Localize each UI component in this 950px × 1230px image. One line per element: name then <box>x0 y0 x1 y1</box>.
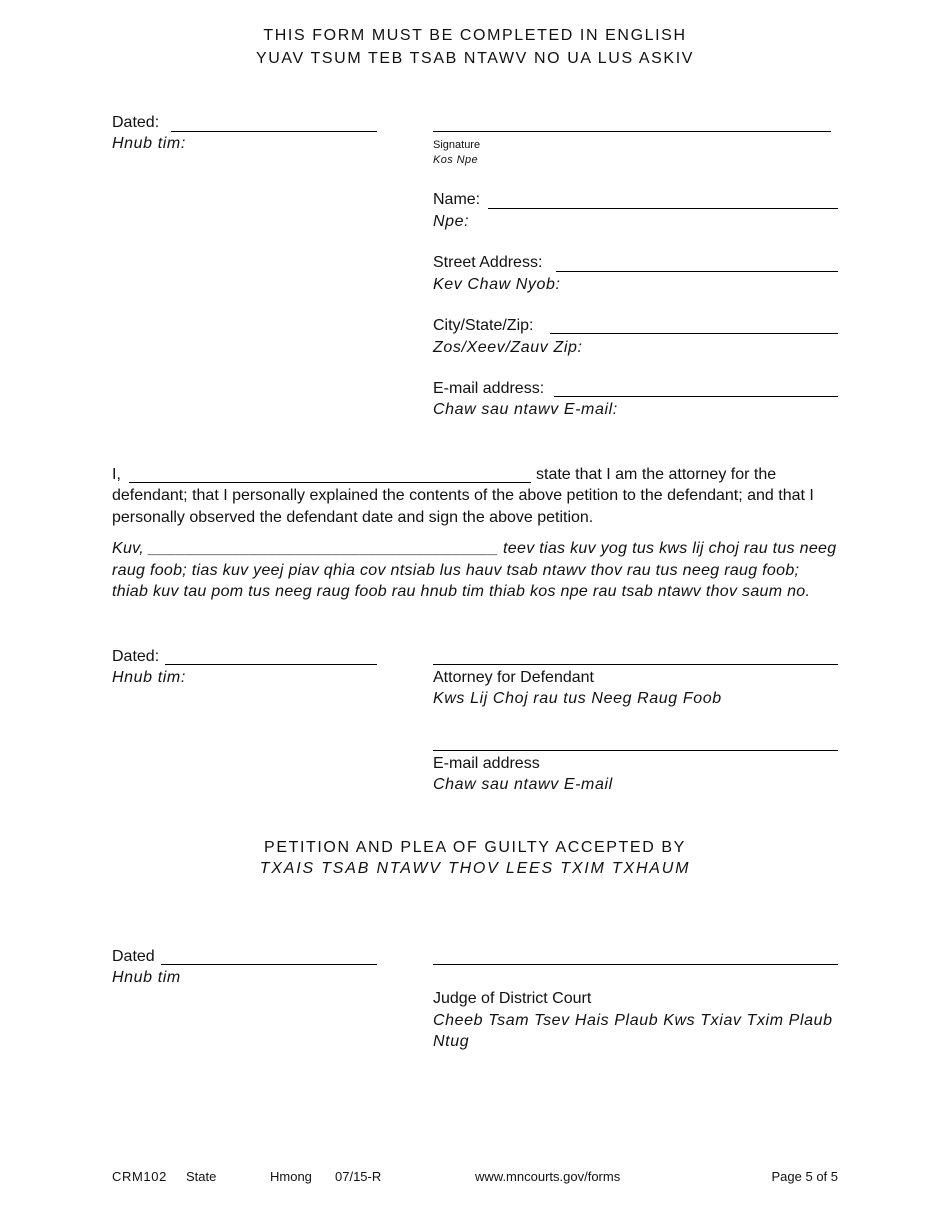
street-address-field[interactable] <box>556 271 838 272</box>
judge-dated-field[interactable] <box>161 964 377 965</box>
statement-body: defendant; that I personally explained the contents of the above petition to the defendant; and that I personally observed the defendant date and sign the above petition. <box>112 487 814 526</box>
footer-state: State <box>186 1169 217 1184</box>
attorney-dated-label: Dated: <box>112 648 160 665</box>
accepted-title: PETITION AND PLEA OF GUILTY ACCEPTED BY <box>264 839 686 856</box>
dated-label: Dated: <box>112 114 160 131</box>
judge-label: Judge of District Court <box>433 990 592 1007</box>
name-field[interactable] <box>488 208 838 209</box>
judge-signature-field[interactable] <box>433 964 838 965</box>
email-label: E-mail address: <box>433 380 545 397</box>
city-state-zip-field[interactable] <box>550 333 838 334</box>
dated-field[interactable] <box>171 131 377 132</box>
accepted-title-hmong: TXAIS TSAB NTAWV THOV LEES TXIM TXHAUM <box>259 860 691 877</box>
attorney-email-label: E-mail address <box>433 755 540 772</box>
street-address-label: Street Address: <box>433 254 543 271</box>
judge-dated-label-hmong: Hnub tim <box>112 969 181 986</box>
statement-hmong: Kuv, ______________________________________ teev tias kuv yog tus kws lij choj rau tus neeg raug foob; tias kuv yeej piav qhia cov ntsiab lus hauv tsab ntawv thov rau tus neeg raug foob; thiab kuv tau pom tus neeg raug foob rau hnub tim thiab kos npe rau tsab ntawv thov saum no. <box>112 540 837 600</box>
header-line-hmong: YUAV TSUM TEB TSAB NTAWV NO UA LUS ASKIV <box>255 50 695 67</box>
attorney-email-label-hmong: Chaw sau ntawv E-mail <box>433 776 613 793</box>
footer-language: Hmong <box>270 1169 312 1184</box>
name-label: Name: <box>433 191 481 208</box>
attorney-label-hmong: Kws Lij Choj rau tus Neeg Raug Foob <box>433 690 722 707</box>
email-label-hmong: Chaw sau ntawv E-mail: <box>433 401 618 418</box>
email-field[interactable] <box>554 396 838 397</box>
signature-label-hmong: Kos Npe <box>433 154 478 166</box>
footer-revision: 07/15-R <box>335 1169 382 1184</box>
statement-prefix: I, <box>112 466 121 483</box>
city-state-zip-label-hmong: Zos/Xeev/Zauv Zip: <box>433 339 583 356</box>
city-state-zip-label: City/State/Zip: <box>433 317 534 334</box>
judge-label-hmong: Cheeb Tsam Tsev Hais Plaub Kws Txiav Txim Plaub Ntug <box>433 1012 833 1050</box>
statement-suffix: state that I am the attorney for the <box>536 466 777 483</box>
signature-field[interactable] <box>433 131 831 132</box>
attorney-label: Attorney for Defendant <box>433 669 594 686</box>
signature-label: Signature <box>433 139 481 151</box>
attorney-email-field[interactable] <box>433 750 838 751</box>
attorney-dated-field[interactable] <box>165 664 377 665</box>
name-label-hmong: Npe: <box>433 213 470 230</box>
header-line-english: THIS FORM MUST BE COMPLETED IN ENGLISH <box>263 27 687 44</box>
street-address-label-hmong: Kev Chaw Nyob: <box>433 276 561 293</box>
attorney-dated-label-hmong: Hnub tim: <box>112 669 186 686</box>
dated-label-hmong: Hnub tim: <box>112 135 186 152</box>
attorney-signature-field[interactable] <box>433 664 838 665</box>
footer-page-number: Page 5 of 5 <box>771 1169 838 1184</box>
attorney-name-field[interactable] <box>129 482 531 483</box>
judge-dated-label: Dated <box>112 948 155 965</box>
footer-url[interactable]: www.mncourts.gov/forms <box>475 1169 621 1184</box>
footer-form-code: CRM102 <box>112 1169 167 1184</box>
